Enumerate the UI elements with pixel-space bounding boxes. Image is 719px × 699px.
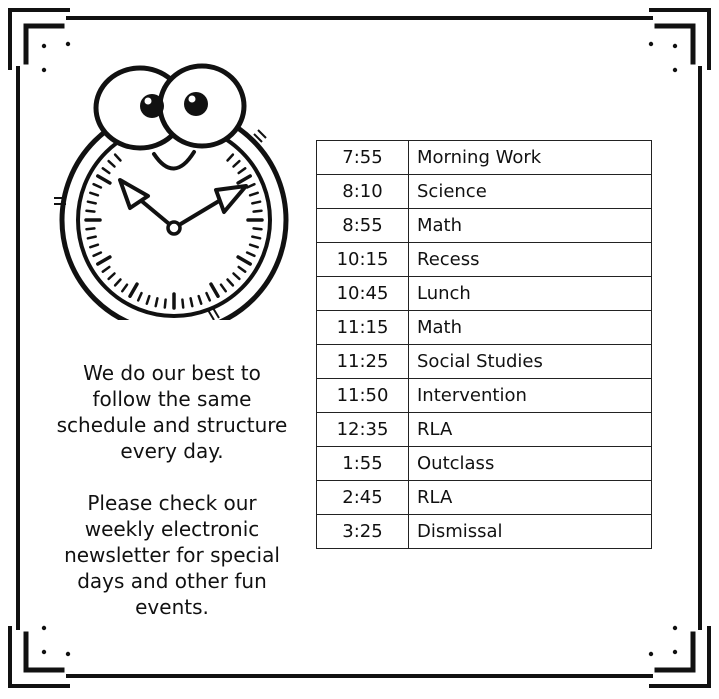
schedule-activity: Outclass [409, 447, 652, 481]
blurb-paragraph-newsletter: Please check our weekly electronic newsletter for special days and other fun events. [64, 491, 280, 619]
cartoon-clock-icon [48, 58, 296, 320]
schedule-activity: Lunch [409, 277, 652, 311]
schedule-time: 3:25 [317, 515, 409, 549]
schedule-row [317, 175, 652, 209]
schedule-time: 1:55 [317, 447, 409, 481]
schedule-row [317, 345, 652, 379]
schedule-activity: RLA [409, 481, 652, 515]
schedule-row [317, 515, 652, 549]
schedule-row [317, 413, 652, 447]
schedule-activity: Math [409, 209, 652, 243]
schedule-activity: RLA [409, 413, 652, 447]
schedule-time: 8:55 [317, 209, 409, 243]
schedule-activity: Math [409, 311, 652, 345]
schedule-activity: Morning Work [409, 141, 652, 175]
schedule-time: 11:50 [317, 379, 409, 413]
schedule-time: 8:10 [317, 175, 409, 209]
blurb-paragraph-schedule: We do our best to follow the same schedule and structure every day. [56, 361, 288, 463]
schedule-row [317, 447, 652, 481]
schedule-time: 10:45 [317, 277, 409, 311]
schedule-time: 10:15 [317, 243, 409, 277]
info-blurb [52, 360, 292, 620]
schedule-activity: Dismissal [409, 515, 652, 549]
schedule-row [317, 141, 652, 175]
schedule-time: 12:35 [317, 413, 409, 447]
schedule-activity: Social Studies [409, 345, 652, 379]
schedule-activity: Science [409, 175, 652, 209]
schedule-time: 11:25 [317, 345, 409, 379]
schedule-activity: Intervention [409, 379, 652, 413]
daily-schedule-table [316, 140, 652, 549]
schedule-activity: Recess [409, 243, 652, 277]
schedule-row [317, 209, 652, 243]
schedule-row [317, 277, 652, 311]
schedule-time: 7:55 [317, 141, 409, 175]
schedule-time: 2:45 [317, 481, 409, 515]
schedule-row [317, 481, 652, 515]
schedule-row [317, 379, 652, 413]
schedule-row [317, 243, 652, 277]
schedule-row [317, 311, 652, 345]
schedule-time: 11:15 [317, 311, 409, 345]
